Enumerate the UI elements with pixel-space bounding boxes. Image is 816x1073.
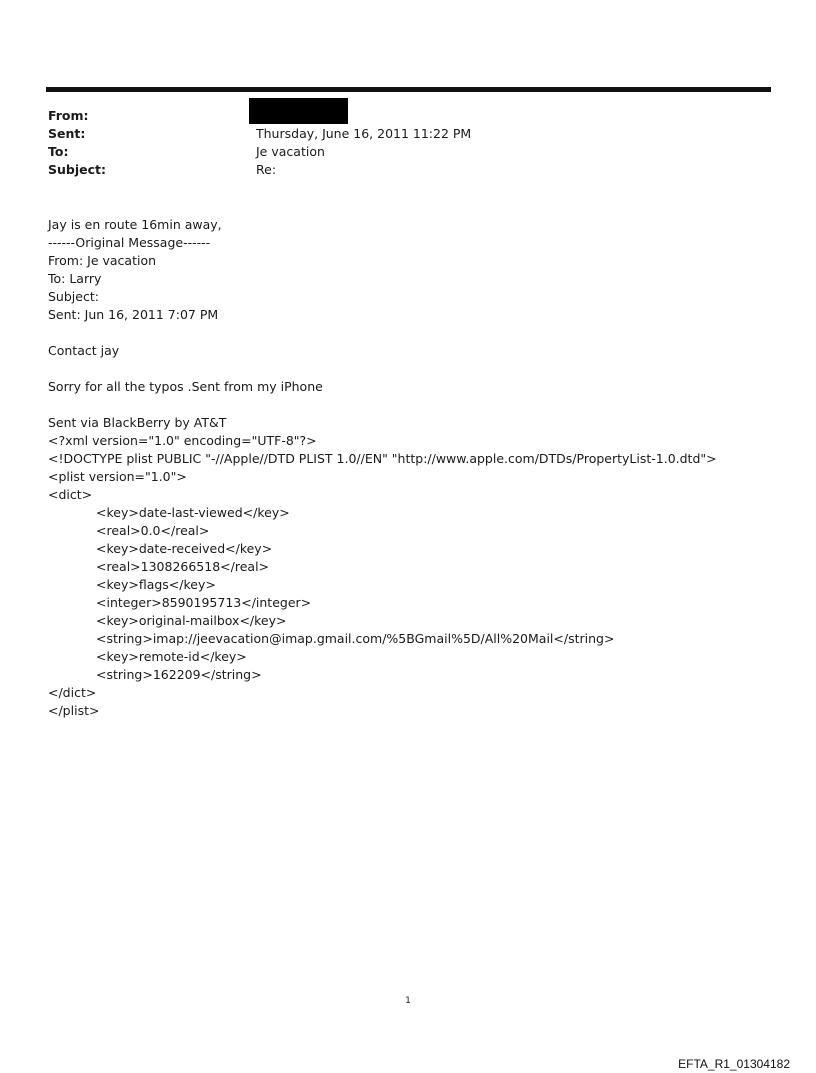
plist-entry: <key>date-last-viewed</key> bbox=[96, 505, 290, 520]
plist-entry: <real>0.0</real> bbox=[96, 523, 210, 538]
body-line: Contact jay bbox=[48, 343, 120, 358]
page-number: 1 bbox=[405, 996, 411, 1006]
plist-line: <?xml version="1.0" encoding="UTF-8"?> bbox=[48, 433, 317, 448]
plist-line: </plist> bbox=[48, 703, 100, 718]
plist-line: <!DOCTYPE plist PUBLIC "-//Apple//DTD PLIST 1.0//EN" "http://www.apple.com/DTDs/PropertyList-1.0.dtd"> bbox=[48, 451, 717, 466]
body-line: Jay is en route 16min away, bbox=[48, 217, 222, 232]
plist-entry: <key>flags</key> bbox=[96, 577, 216, 592]
from-label: From: bbox=[48, 108, 89, 123]
body-line: From: Je vacation bbox=[48, 253, 157, 268]
plist-entry: <integer>8590195713</integer> bbox=[96, 595, 312, 610]
sent-row bbox=[48, 125, 748, 143]
plist-entry: <string>imap://jeevacation@imap.gmail.com/%5BGmail%5D/All%20Mail</string> bbox=[96, 631, 615, 646]
to-row bbox=[48, 143, 748, 161]
subject-label: Subject: bbox=[48, 162, 106, 177]
email-body bbox=[48, 216, 788, 720]
subject-row bbox=[48, 161, 748, 179]
email-header bbox=[48, 107, 748, 179]
spacer bbox=[48, 360, 788, 378]
body-line: To: Larry bbox=[48, 271, 102, 286]
plist-entry: <key>date-received</key> bbox=[96, 541, 273, 556]
from-row bbox=[48, 107, 748, 125]
body-line: Sent via BlackBerry by AT&T bbox=[48, 415, 227, 430]
plist-entry: <real>1308266518</real> bbox=[96, 559, 270, 574]
plist-line: </dict> bbox=[48, 685, 97, 700]
subject-value: Re: bbox=[256, 162, 277, 177]
body-line: ------Original Message------ bbox=[48, 235, 211, 250]
to-label: To: bbox=[48, 144, 69, 159]
sent-label: Sent: bbox=[48, 126, 86, 141]
plist-entry: <key>original-mailbox</key> bbox=[96, 613, 287, 628]
to-value: Je vacation bbox=[256, 144, 325, 159]
spacer bbox=[48, 396, 788, 414]
body-line: Sent: Jun 16, 2011 7:07 PM bbox=[48, 307, 219, 322]
plist-line: <plist version="1.0"> bbox=[48, 469, 187, 484]
body-line: Subject: bbox=[48, 289, 99, 304]
spacer bbox=[48, 324, 788, 342]
plist-entry: <string>162209</string> bbox=[96, 667, 262, 682]
plist-entry: <key>remote-id</key> bbox=[96, 649, 247, 664]
body-line: Sorry for all the typos .Sent from my iPhone bbox=[48, 379, 323, 394]
header-rule bbox=[46, 87, 771, 92]
sent-value: Thursday, June 16, 2011 11:22 PM bbox=[256, 126, 472, 141]
plist-line: <dict> bbox=[48, 487, 93, 502]
document-id: EFTA_R1_01304182 bbox=[678, 1057, 790, 1071]
